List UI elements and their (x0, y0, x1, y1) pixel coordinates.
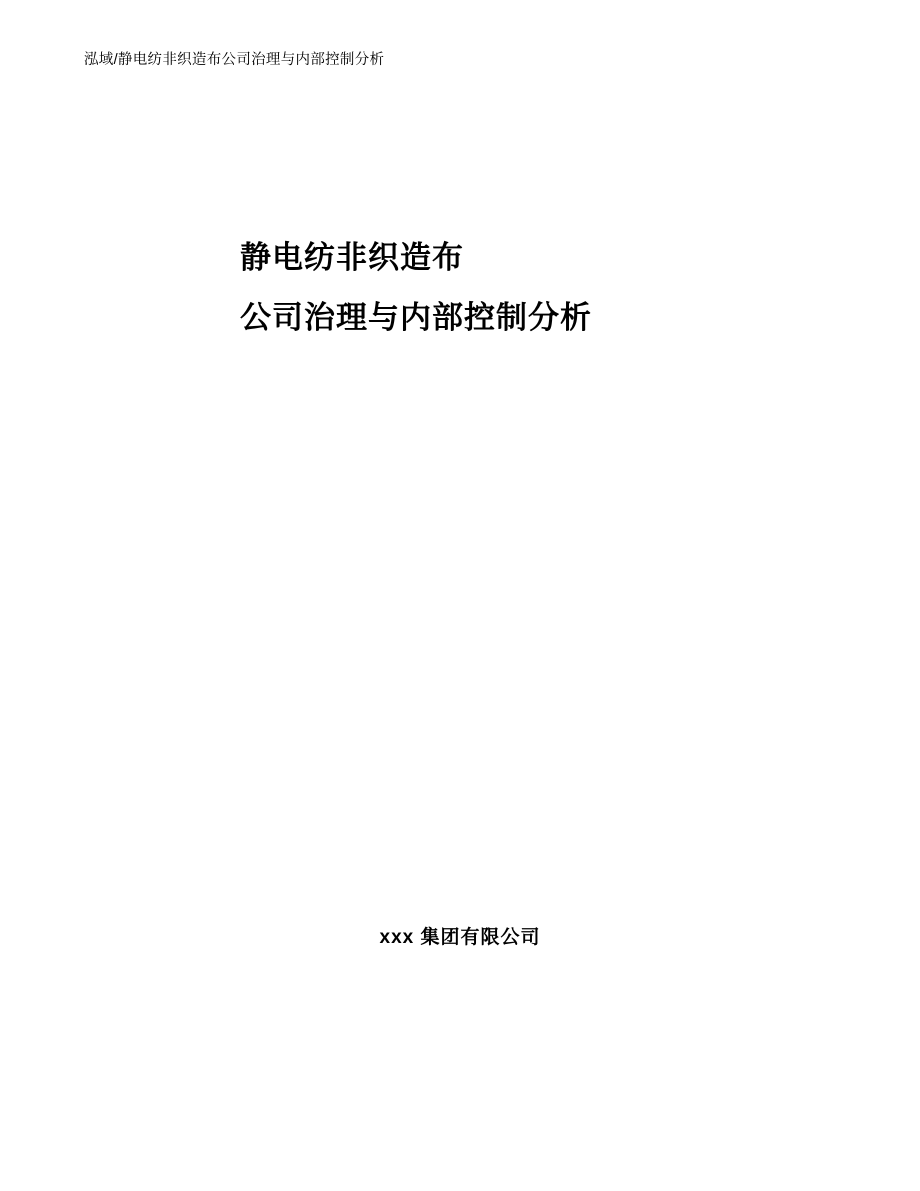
document-title-line-2: 公司治理与内部控制分析 (240, 300, 592, 336)
title-block (240, 228, 800, 349)
document-title-line-1: 静电纺非织造布 (240, 240, 464, 275)
page-header: 泓域/静电纺非织造布公司治理与内部控制分析 (84, 52, 385, 68)
company-name: xxx 集团有限公司 (379, 927, 541, 948)
